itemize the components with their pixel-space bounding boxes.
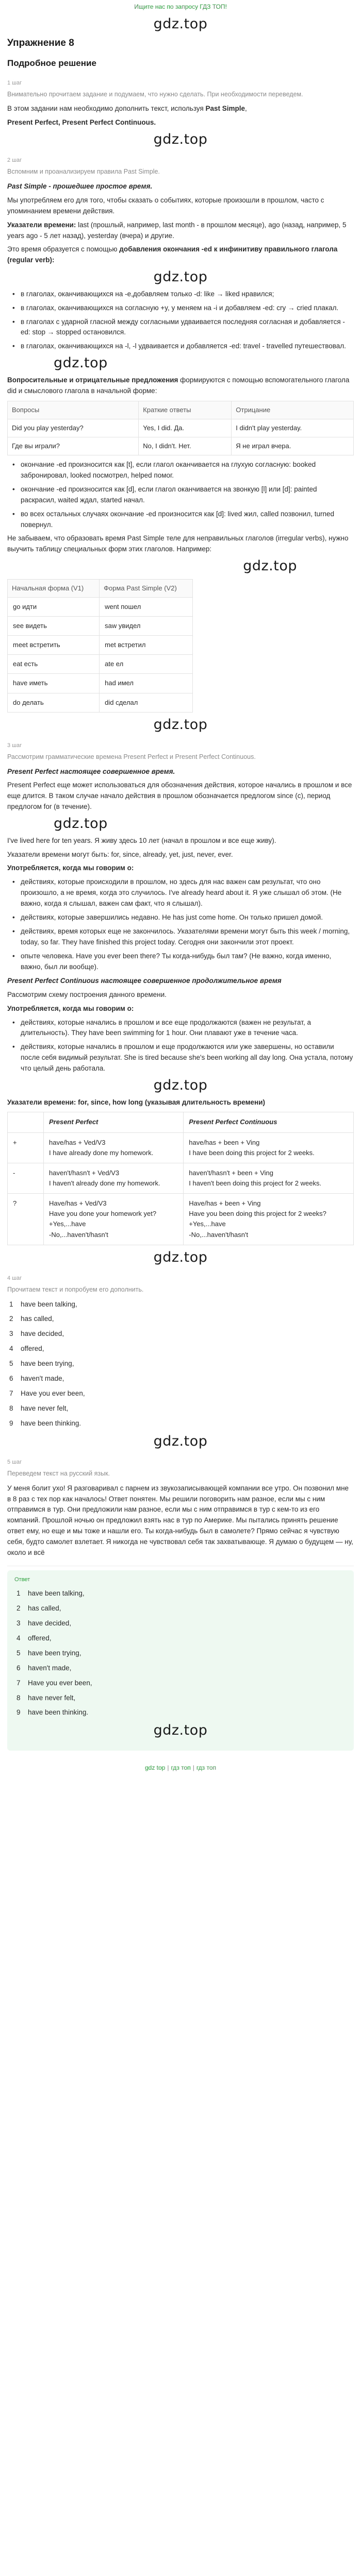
list-item-text: have been talking, <box>21 1300 77 1308</box>
rule-text <box>7 375 354 397</box>
list-item: 2 has called, <box>17 1604 61 1613</box>
step-hint: Прочитаем текст и попробуем его дополнить. <box>7 1286 144 1294</box>
list-item: • действиях, которые начались в прошлом и все еще продолжаются (важен не результат, а длительность). They have been swimming for 1 hour. Они плавают уже в течение часа. <box>7 1018 354 1039</box>
table-header: Present Perfect Continuous <box>184 1112 354 1132</box>
watermark-row <box>7 558 354 574</box>
text-bold: Past Simple <box>205 105 245 113</box>
step-text <box>7 104 354 114</box>
watermark-row <box>7 16 354 32</box>
table-header <box>8 1112 44 1132</box>
step-label: 3 шаг <box>7 742 22 749</box>
step-5 <box>7 1458 354 1558</box>
list-item-text: Have you ever been, <box>28 1679 92 1687</box>
step-hint: Внимательно прочитаем задание и подумаем, что нужно сделать. При необходимости переведем. <box>7 90 303 98</box>
list-item: • действиях, которые происходили в прошлом, но здесь для нас важен сам результат, что оно произошло, а не время, когда это случилось. I've already heard about it. Я уже слышал об этом. (Не важно, когда я слышал, важен сам факт, что я слышал). <box>7 877 354 909</box>
step-hint: Рассмотрим грамматические времена Present Perfect и Present Perfect Continuous. <box>7 753 256 761</box>
table-cell: haven't/hasn't + Ved/V3 I haven't already done my homework. <box>44 1163 184 1193</box>
list-item: 4 offered, <box>17 1634 52 1642</box>
question-table <box>7 401 354 455</box>
table-header: Начальная форма (V1) <box>8 579 100 597</box>
list-item: 8 have never felt, <box>17 1693 76 1702</box>
watermark-row <box>7 1249 354 1266</box>
list-item-text: Have you ever been, <box>21 1389 85 1398</box>
table-cell: have/has + been + Ving I have been doing this project for 2 weeks. <box>184 1132 354 1163</box>
list-item: • действиях, которые завершились недавно. He has just come home. Он только пришел домой. <box>7 912 354 923</box>
table-cell: Yes, I did. Да. <box>139 419 232 437</box>
tense-compare-table <box>7 1112 354 1245</box>
list-item: • в глаголах с ударной гласной между согласными удваивается последняя согласная и добавляется -ed: stop → stopped остановился. <box>7 317 354 338</box>
table-cell: Have/has + Ved/V3 Have you done your homework yet? +Yes,...have -No,...haven't/hasn't <box>44 1194 184 1245</box>
rule-text: Present Perfect еще может использоваться для обозначения действия, которое начались в прошлом и все еще длится. В таком случае начало действия в прошлом обозначается предлогом since (с), период предлогом for (в течение). <box>7 781 352 811</box>
table-row <box>8 617 193 636</box>
text-part: , <box>245 105 247 113</box>
list-item: • действиях, время которых еще не закончилось. Указателями времени могут быть this week / morning, today, so far. They have finished this project today. Сегодня они закончили этот проект. <box>7 926 354 948</box>
list-item-text: have decided, <box>28 1619 72 1627</box>
step-hint: Вспомним и проанализируем правила Past Simple. <box>7 168 160 176</box>
list-item-text: haven't made, <box>21 1375 64 1383</box>
list-item-text: have been trying, <box>21 1360 74 1368</box>
step-4 <box>7 1274 354 1429</box>
answer-list <box>14 1588 347 1718</box>
table-cell: did сделал <box>100 693 193 712</box>
table-row <box>8 674 193 693</box>
list-item-text: have never felt, <box>28 1693 76 1702</box>
list-item: 5 have been trying, <box>17 1649 81 1657</box>
table-row <box>8 636 193 655</box>
watermark: gdz.top <box>153 15 208 32</box>
table-row <box>8 597 193 616</box>
rule-text: Указатели времени: for, since, how long (указывая длительность времени) <box>7 1098 266 1106</box>
watermark: gdz.top <box>153 1077 208 1094</box>
table-cell: - <box>8 1163 44 1193</box>
pp-usage-list <box>7 877 354 972</box>
list-item-text: has called, <box>28 1604 61 1613</box>
list-item: • в глаголах, оканчивающихся на согласную +y, у меняем на -i и добавляем -ed: cry → cried плакал. <box>7 303 354 314</box>
watermark: gdz.top <box>54 816 108 832</box>
table-header: Present Perfect <box>44 1112 184 1132</box>
table-cell: had имел <box>100 674 193 693</box>
rule-text: Мы употребляем его для того, чтобы сказать о событиях, которые произошли в прошлом, часто с упоминанием времени действия. <box>7 196 324 215</box>
list-item: 3 have decided, <box>17 1619 72 1627</box>
list-item: 3 have decided, <box>9 1330 64 1338</box>
table-row <box>8 437 354 455</box>
pronunciation-list <box>7 460 354 531</box>
table-cell: Did you play yesterday? <box>8 419 139 437</box>
table-cell: haven't/hasn't + been + Ving I haven't been doing this project for 2 weeks. <box>184 1163 354 1193</box>
watermark: gdz.top <box>153 131 208 148</box>
step-label: 1 шаг <box>7 79 22 86</box>
exercise-title: Упражнение 8 <box>7 37 74 48</box>
rule-text: Указатели времени могут быть: for, since, already, yet, just, never, ever. <box>7 850 233 858</box>
table-cell: ? <box>8 1194 44 1245</box>
watermark: gdz.top <box>153 1249 208 1265</box>
footer-link[interactable]: гдз топ <box>196 1764 217 1771</box>
table-row <box>8 1163 354 1193</box>
table-row <box>8 693 193 712</box>
table-header: Отрицание <box>232 401 354 419</box>
table-cell: Где вы играли? <box>8 437 139 455</box>
table-cell: I didn't play yesterday. <box>232 419 354 437</box>
step-1 <box>7 79 354 128</box>
table-cell: meet встретить <box>8 636 100 655</box>
step-text: Present Perfect, Present Perfect Continuous. <box>7 118 156 127</box>
table-cell: saw увидел <box>100 617 193 636</box>
ppc-usage-list <box>7 1018 354 1075</box>
table-header-row <box>8 1112 354 1132</box>
watermark-row <box>7 269 354 285</box>
list-item: 9 have been thinking. <box>17 1708 89 1717</box>
step-3 <box>7 741 354 1245</box>
rule-title: Past Simple - прошедшее простое время. <box>7 182 153 190</box>
list-item-text: have been trying, <box>28 1649 81 1657</box>
list-item: 2 has called, <box>9 1315 54 1323</box>
list-item: 5 have been trying, <box>9 1360 74 1368</box>
text-part: формируются с помощью вспомогательного глагола did и смыслового глагола в начальной форме: <box>7 376 350 395</box>
step-2 <box>7 156 354 712</box>
rule-title: Present Perfect настоящее совершенное время. <box>7 767 175 775</box>
table-cell: do делать <box>8 693 100 712</box>
table-header: Краткие ответы <box>139 401 232 419</box>
table-cell: go идти <box>8 597 100 616</box>
form-list <box>7 289 354 352</box>
answer-label: Ответ <box>14 1577 30 1583</box>
list-item: 7 Have you ever been, <box>17 1679 92 1687</box>
footer-links: gdz top | гдз топ | гдз топ <box>144 1764 217 1771</box>
top-search-link[interactable]: Ищите нас по запросу ГДЗ ТОП! <box>134 3 227 10</box>
watermark-row <box>7 355 354 371</box>
list-item: • во всех остальных случаях окончание -ed произносится как [d]: lived жил, called позвонил, turned повернул. <box>7 509 354 531</box>
text-part: В этом задании нам необходимо дополнить текст, используя <box>7 105 206 113</box>
watermark-row <box>7 816 354 832</box>
answer-box <box>7 1570 354 1751</box>
list-item: 8 have never felt, <box>9 1404 69 1412</box>
rule-text: Не забываем, что образовать время Past Simple теле для неправильных глаголов (irregular verbs), нужно выучить таблицу специальных форм этих глаголов. Например: <box>7 534 349 553</box>
watermark: gdz.top <box>54 355 108 371</box>
table-cell: have/has + Ved/V3 I have already done my homework. <box>44 1132 184 1163</box>
table-cell: went пошел <box>100 597 193 616</box>
watermark: gdz.top <box>153 1433 208 1449</box>
table-cell: Have/has + been + Ving Have you been doing this project for 2 weeks? +Yes,...have -No,...haven't/hasn't <box>184 1194 354 1245</box>
table-row <box>8 655 193 674</box>
list-item-text: offered, <box>28 1634 52 1642</box>
list-item: 6 haven't made, <box>9 1375 64 1383</box>
footer-link[interactable]: гдз топ <box>171 1764 191 1771</box>
rule-text: Рассмотрим схему построения данного времени. <box>7 990 167 998</box>
list-item: 6 haven't made, <box>17 1664 72 1672</box>
table-cell: ate ел <box>100 655 193 674</box>
text-bold: Указатели времени: <box>7 221 76 229</box>
list-item-text: have been talking, <box>28 1589 85 1598</box>
table-header: Вопросы <box>8 401 139 419</box>
table-cell: have иметь <box>8 674 100 693</box>
fill-list <box>7 1299 354 1429</box>
footer-link[interactable]: gdz top <box>144 1764 166 1771</box>
list-item-text: have never felt, <box>21 1404 69 1412</box>
list-item-text: have been thinking. <box>21 1419 81 1427</box>
watermark-row <box>7 131 354 148</box>
watermark: gdz.top <box>153 716 208 733</box>
translation-text: У меня болит ухо! Я разговаривал с парнем из звукозаписывающей компании все утро. Он позвонил мне в 8 раз с тех пор как началось! Ответ понятен. Мы решили поговорить нам разное, если мы с ним отправимся в тур. Они предложили нам разное, если мы с ним отправимся в тур с кем-то из его компаний. Прошлой ночью он предложил взять нас в тур по Америке. Мы пытались принять решение ответ ему, но еще и мы тоже и нашли его. Ты когда-нибудь был в самолете? Прямо сейчас я чувствую себя, будто самолет взлетает. Я никогда не чувствовал себя так захватывающе. Я думаю о будущем — ну, около и всё <box>7 1484 353 1557</box>
table-cell: see видеть <box>8 617 100 636</box>
watermark: gdz.top <box>153 269 208 285</box>
list-item: • опыте человека. Have you ever been there? Ты когда-нибудь был там? (Не важно, когда именно, важно, был ли вообще). <box>7 951 354 973</box>
step-label: 4 шаг <box>7 1275 22 1282</box>
text-bold: Вопросительные и отрицательные предложения <box>7 376 178 384</box>
list-item-text: have been thinking. <box>28 1708 89 1717</box>
list-item: 7 Have you ever been, <box>9 1389 85 1398</box>
watermark-row <box>14 1722 347 1739</box>
list-item-text: have decided, <box>21 1330 64 1338</box>
list-item-text: has called, <box>21 1315 54 1323</box>
watermark-row <box>7 1433 354 1450</box>
watermark-row <box>7 717 354 733</box>
list-item: • действиях, которые начались в прошлом и еще продолжаются или уже завершены, но оставили после себя видимый результат. She is tired because she's been working all day long. Она устала, потому что целый день работала. <box>7 1042 354 1074</box>
table-cell: Я не играл вчера. <box>232 437 354 455</box>
list-item: • окончание -ed произносится как [t], если глагол оканчивается на глухую согласную: booked забронировал, looked посмотрел, helped помог. <box>7 460 354 481</box>
table-row <box>8 419 354 437</box>
list-item: 9 have been thinking. <box>9 1419 81 1427</box>
irregular-verbs-table <box>7 579 193 713</box>
watermark: gdz.top <box>243 558 297 574</box>
table-cell: No, I didn't. Нет. <box>139 437 232 455</box>
step-hint: Переведем текст на русский язык. <box>7 1470 110 1478</box>
list-item: 1 have been talking, <box>17 1589 85 1598</box>
rule-text: Употребляется, когда мы говорим о: <box>7 864 134 872</box>
text-part: Это время образуется с помощью <box>7 245 120 253</box>
rule-text: I've lived here for ten years. Я живу здесь 10 лет (начал в прошлом и все еще живу). <box>7 836 276 844</box>
watermark-row <box>7 1077 354 1094</box>
table-cell: eat есть <box>8 655 100 674</box>
table-header: Форма Past Simple (V2) <box>100 579 193 597</box>
list-item: • окончание -ed произносится как [d], если глагол оканчивается на звонкую [l] или [d]: painted раскрасил, waited ждал, started начал. <box>7 484 354 506</box>
table-cell: + <box>8 1132 44 1163</box>
table-row <box>8 1132 354 1163</box>
watermark: gdz.top <box>153 1722 208 1739</box>
list-item: 1 have been talking, <box>9 1300 77 1308</box>
list-item: • в глаголах, оканчивающихся на -l, -l удваивается и добавляется -ed: travel - travelled путешествовал. <box>7 341 354 352</box>
list-item-text: haven't made, <box>28 1664 72 1672</box>
step-label: 5 шаг <box>7 1459 22 1466</box>
table-header-row <box>8 579 193 597</box>
text-part: last (прошлый, например, last month - в прошлом месяце), ago (назад, например, 5 years ago - 5 лет назад), yesterday (вчера) и другие. <box>7 221 347 240</box>
section-title: Подробное решение <box>7 58 96 69</box>
table-cell: met встретил <box>100 636 193 655</box>
rule-text <box>7 220 354 242</box>
rule-text <box>7 244 354 266</box>
list-item-text: offered, <box>21 1345 44 1353</box>
list-item: • в глаголах, оканчивающихся на -e,добавляем только -d: like → liked нравился; <box>7 289 354 300</box>
text-bold: добавления окончания -ed к инфинитиву правильного глагола (regular verb): <box>7 245 338 264</box>
table-header-row <box>8 401 354 419</box>
table-row <box>8 1194 354 1245</box>
step-label: 2 шаг <box>7 157 22 164</box>
list-item: 4 offered, <box>9 1345 44 1353</box>
rule-title: Present Perfect Continuous настоящее совершенное продолжительное время <box>7 976 282 985</box>
rule-text: Употребляется, когда мы говорим о: <box>7 1004 134 1012</box>
